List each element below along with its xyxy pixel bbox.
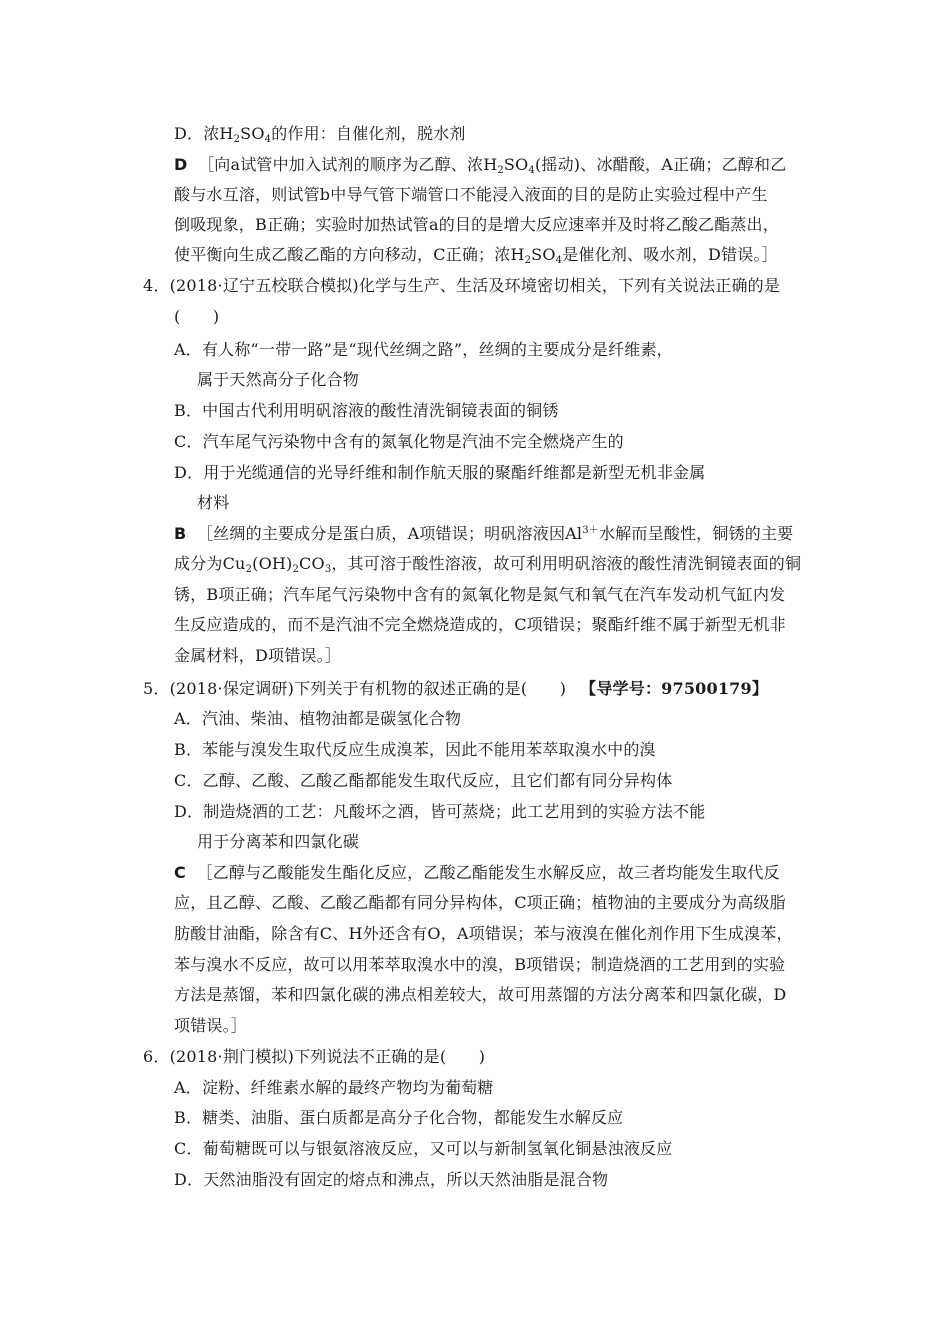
q4-explanation-line-4: 生反应造成的，而不是汽油不完全燃烧造成的，C项错误；聚酯纤维不属于新型无机非 [174, 615, 786, 634]
q4-stem-line-2: ( ) [174, 307, 220, 326]
q6-option-d: D．天然油脂没有固定的熔点和沸点，所以天然油脂是混合物 [174, 1170, 609, 1189]
q3-explanation-line-4: 使平衡向生成乙酸乙酯的方向移动，C正确；浓$H_2SO_4$是催化剂、吸水剂，D错误。］ [174, 245, 778, 266]
q4-explanation-line-3: 锈，B项正确；汽车尾气污染物中含有的氮氧化物是氮气和氧气在汽车发动机气缸内发 [174, 585, 786, 604]
q4-explanation-line-1: B ［丝绸的主要成分是蛋白质，A项错误；明矾溶液因$Al^{3+}$水解而呈酸性，铜锈的主要 [174, 524, 794, 543]
q5-answer-letter: C [174, 863, 186, 882]
q5-explanation-line-5: 方法是蒸馏，苯和四氯化碳的沸点相差较大，故可用蒸馏的方法分离苯和四氯化碳，D [174, 985, 787, 1004]
q4-option-d-line-1: D．用于光缆通信的光导纤维和制作航天服的聚酯纤维都是新型无机非金属 [174, 463, 706, 482]
q4-option-d-line-2: 材料 [197, 493, 230, 512]
q4-stem-line-1: 4．(2018·辽宁五校联合模拟)化学与生产、生活及环境密切相关，下列有关说法正确的是 [143, 276, 781, 295]
q4-option-a-line-1: A．有人称“一带一路”是“现代丝绸之路”，丝绸的主要成分是纤维素， [174, 340, 673, 359]
q6-option-c: C．葡萄糖既可以与银氨溶液反应，又可以与新制氢氧化铜悬浊液反应 [174, 1139, 673, 1158]
q4-answer-letter: B [174, 524, 187, 543]
q4-explanation-line-2: 成分为$Cu_2(OH)_2CO_3$，其可溶于酸性溶液，故可利用明矾溶液的酸性清洗铜镜表面的铜 [174, 554, 802, 575]
q5-option-d-line-2: 用于分离苯和四氯化碳 [197, 832, 360, 851]
q3-explanation-line-3: 倒吸现象，B正确；实验时加热试管a的目的是增大反应速率并及时将乙酸乙酯蒸出， [174, 215, 779, 234]
q3-option-d: D．浓$H_2SO_4$的作用：自催化剂，脱水剂 [174, 124, 466, 145]
q3-explanation-line-2: 酸与水互溶，则试管b中导气管下端管口不能浸入液面的目的是防止实验过程中产生 [174, 185, 768, 204]
q3-explanation-line-1: D ［向a试管中加入试剂的顺序为乙醇、浓$H_2SO_4$(摇动)、冰醋酸，A正确；乙醇和乙 [174, 155, 787, 176]
q4-option-c: C．汽车尾气污染物中含有的氮氧化物是汽油不完全燃烧产生的 [174, 432, 624, 451]
q4-explanation-line-5: 金属材料，D项错误。］ [174, 646, 342, 665]
q5-option-c: C．乙醇、乙酸、乙酸乙酯都能发生取代反应，且它们都有同分异构体 [174, 771, 673, 790]
q5-explanation-line-4: 苯与溴水不反应，故可以用苯萃取溴水中的溴，B项错误；制造烧酒的工艺用到的实验 [174, 955, 786, 974]
q5-option-b: B．苯能与溴发生取代反应生成溴苯，因此不能用苯萃取溴水中的溴 [174, 740, 656, 759]
q6-option-b: B．糖类、油脂、蛋白质都是高分子化合物，都能发生水解反应 [174, 1108, 624, 1127]
q6-stem: 6．(2018·荆门模拟)下列说法不正确的是( ) [143, 1047, 486, 1066]
q5-explanation-line-2: 应，且乙醇、乙酸、乙酸乙酯都有同分异构体，C项正确；植物油的主要成分为高级脂 [174, 893, 786, 912]
q5-guide-number: 【导学号：97500179】 [580, 679, 769, 698]
q3-answer-letter: D [174, 155, 188, 174]
q5-explanation-line-6: 项错误。］ [174, 1016, 248, 1035]
q4-option-a-line-2: 属于天然高分子化合物 [197, 370, 360, 389]
q5-explanation-line-3: 肪酸甘油酯，除含有C、H外还含有O，A项错误；苯与液溴在催化剂作用下生成溴苯， [174, 924, 793, 943]
q5-option-d-line-1: D．制造烧酒的工艺：凡酸坏之酒，皆可蒸烧；此工艺用到的实验方法不能 [174, 802, 706, 821]
q5-option-a: A．汽油、柴油、植物油都是碳氢化合物 [174, 709, 462, 728]
q6-option-a: A．淀粉、纤维素水解的最终产物均为葡萄糖 [174, 1078, 494, 1097]
q5-explanation-line-1: C ［乙醇与乙酸能发生酯化反应，乙酸乙酯能发生水解反应，故三者均能发生取代反 [174, 863, 780, 882]
q4-option-b: B．中国古代利用明矾溶液的酸性清洗铜镜表面的铜锈 [174, 401, 559, 420]
q5-stem: 5．(2018·保定调研)下列关于有机物的叙述正确的是( ) 【导学号：97500179】 [143, 679, 769, 698]
